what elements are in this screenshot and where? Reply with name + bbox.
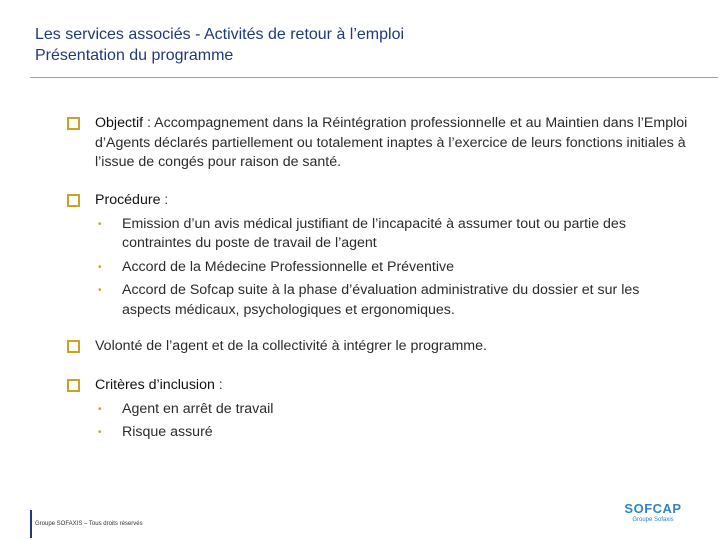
procedure-item-2: Accord de la Médecine Professionnelle et Préventive xyxy=(122,258,455,275)
list-item xyxy=(95,258,692,278)
procedure-colon: : xyxy=(160,192,169,208)
procedure-item-1: Emission d’un avis médical justifiant de l’incapacité à assumer tout ou partie des contraintes du poste de travail de l’agent xyxy=(122,215,626,251)
title-divider xyxy=(30,77,718,78)
dot-bullet-icon: • xyxy=(98,427,102,438)
footer-accent-bar xyxy=(30,510,32,538)
logo-tagline: Groupe Sofaxis xyxy=(632,517,674,523)
section-volonte xyxy=(67,337,692,357)
procedure-heading xyxy=(95,191,692,211)
checkbox-bullet-icon xyxy=(67,340,80,353)
list-item xyxy=(95,215,692,254)
dot-bullet-icon: • xyxy=(98,218,102,230)
checkbox-bullet-icon xyxy=(67,194,80,207)
criteres-heading xyxy=(95,376,692,396)
list-item xyxy=(95,423,692,443)
criteres-colon: : xyxy=(214,377,223,393)
slide-title xyxy=(35,24,695,66)
dot-bullet-icon: • xyxy=(98,285,102,296)
procedure-item-3: Accord de Sofcap suite à la phase d’évaluation administrative du dossier et sur les aspects médicaux, psychologiques et ergonomiques. xyxy=(122,282,640,318)
title-line-1: Les services associés - Activités de retour à l’emploi xyxy=(35,26,405,43)
criteres-item-1: Agent en arrêt de travail xyxy=(122,400,274,417)
section-objectif xyxy=(67,114,692,173)
list-item xyxy=(95,400,692,420)
footer-copyright: Groupe SOFAXIS – Tous droits réservés xyxy=(35,521,143,527)
section-criteres xyxy=(67,376,692,443)
criteres-label: Critères d’inclusion xyxy=(95,377,215,393)
objectif-paragraph xyxy=(95,114,692,173)
dot-bullet-icon: • xyxy=(98,261,102,273)
checkbox-bullet-icon xyxy=(67,117,80,130)
volonte-text: Volonté de l’agent et de la collectivité à intégrer le programme. xyxy=(95,338,487,354)
procedure-label: Procédure xyxy=(95,192,161,208)
criteres-item-2: Risque assuré xyxy=(122,424,213,440)
logo-name: SOFCAP xyxy=(624,501,682,516)
section-procedure xyxy=(67,191,692,320)
objectif-label: Objectif xyxy=(95,115,144,131)
checkbox-bullet-icon xyxy=(67,379,80,392)
sofcap-logo xyxy=(620,502,686,530)
objectif-text: : Accompagnement dans la Réintégration professionnelle et au Maintien dans l’Emploi d’Agents déclarés partiellement ou totalement inaptes à l’exercice de leurs fonctions initiales à l’issue de congés pour raison de santé. xyxy=(95,115,688,170)
dot-bullet-icon: • xyxy=(98,403,102,415)
list-item xyxy=(95,281,692,320)
title-line-2: Présentation du programme xyxy=(35,47,234,64)
